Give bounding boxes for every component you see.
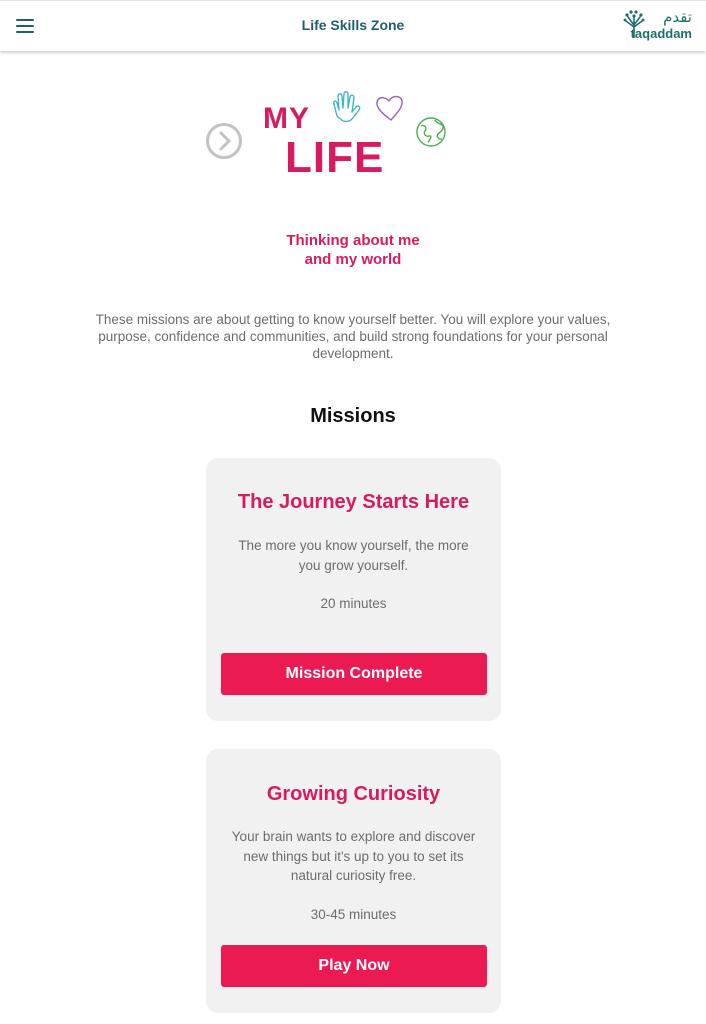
- mission-duration: 20 minutes: [320, 596, 387, 611]
- tagline-line-2: and my world: [304, 251, 402, 268]
- tagline-line-1: Thinking about me: [286, 232, 420, 249]
- play-now-button[interactable]: Play Now: [221, 945, 487, 987]
- mission-card: [206, 458, 501, 721]
- globe-icon: [417, 118, 445, 146]
- hand-icon: [334, 92, 360, 122]
- mission-description: The more you know yourself, the more you grow yourself.: [238, 538, 469, 573]
- my-life-logo: [255, 86, 455, 186]
- chevron-right-circle-icon[interactable]: [205, 122, 243, 160]
- taqaddam-logo[interactable]: [622, 7, 692, 45]
- mission-card: [206, 749, 501, 1013]
- page-title: Life Skills Zone: [301, 17, 405, 33]
- logo-life-text: LIFE: [285, 133, 385, 182]
- hero-tagline: [0, 231, 706, 269]
- mission-description: Your brain wants to explore and discover new things but it's up to you to set its natural curiosity free.: [231, 829, 476, 883]
- mission-title: The Journey Starts Here: [237, 491, 470, 513]
- brand-arabic-text: تقدم: [663, 8, 692, 26]
- logo-my-text: MY: [263, 102, 310, 135]
- brand-latin-text: taqaddam: [630, 26, 692, 41]
- mission-duration: 30-45 minutes: [310, 907, 397, 922]
- intro-description: These missions are about getting to know yourself better. You will explore your values, purpose, confidence and communities, and build strong foundations for your personal development.: [95, 312, 611, 361]
- app-header: [0, 0, 706, 51]
- mission-complete-button[interactable]: Mission Complete: [221, 653, 487, 695]
- mission-title: Growing Curiosity: [266, 783, 441, 805]
- heart-icon: [377, 97, 402, 121]
- missions-heading: Missions: [310, 405, 396, 427]
